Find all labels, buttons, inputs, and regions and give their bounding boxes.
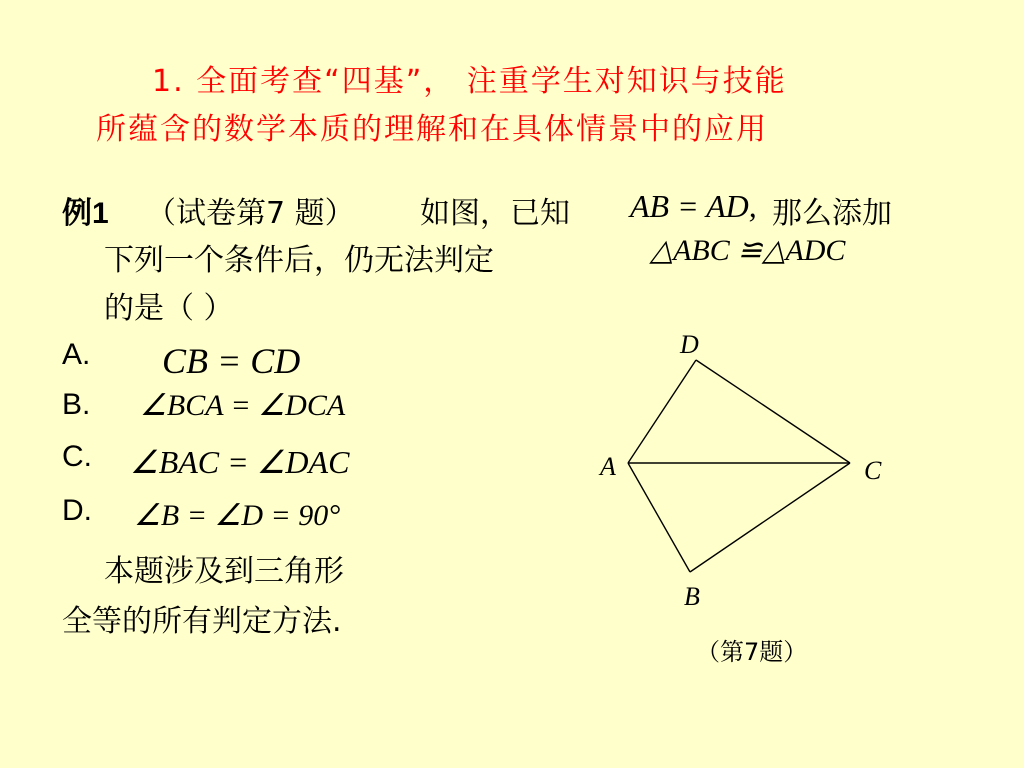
given-condition: AB = AD, bbox=[630, 188, 757, 224]
option-d-expr: ∠B = ∠D = 90° bbox=[134, 499, 341, 532]
quadrilateral-figure bbox=[560, 320, 900, 680]
vertex-label-d: D bbox=[680, 330, 699, 359]
vertex-label-c: C bbox=[864, 456, 882, 485]
segment-dc bbox=[696, 360, 850, 463]
example-label: 例1 bbox=[62, 197, 109, 230]
segment-ad bbox=[628, 360, 696, 463]
example-line-2: 下列一个条件后，仍无法判定 bbox=[104, 243, 494, 278]
note-line-1: 本题涉及到三角形 bbox=[104, 554, 344, 589]
option-d-letter: D. bbox=[62, 494, 92, 527]
option-a-expr: CB = CD bbox=[162, 341, 301, 381]
vertex-label-b: B bbox=[684, 582, 700, 611]
option-a-letter: A. bbox=[62, 338, 91, 371]
heading-line-2: 所蕴含的数学本质的理解和在具体情景中的应用 bbox=[96, 112, 768, 147]
example-after-given: 那么添加 bbox=[772, 196, 892, 231]
heading-line-1: 1. 全面考查“四基”， 注重学生对知识与技能 bbox=[152, 64, 787, 99]
option-c-expr: ∠BAC = ∠DAC bbox=[130, 444, 350, 480]
vertex-label-a: A bbox=[600, 452, 616, 481]
quadrilateral-svg bbox=[560, 320, 900, 680]
example-line-3: 的是（ ） bbox=[104, 291, 234, 326]
note-line-2: 全等的所有判定方法. bbox=[62, 604, 342, 639]
segment-bc bbox=[690, 463, 850, 572]
option-b-expr: ∠BCA = ∠DCA bbox=[140, 389, 346, 422]
option-b-letter: B. bbox=[62, 388, 91, 421]
segment-ab bbox=[628, 463, 690, 572]
figure-caption: （第7题） bbox=[696, 638, 808, 666]
example-source: （试卷第7 题） bbox=[146, 196, 355, 231]
option-c-letter: C. bbox=[62, 440, 92, 473]
example-intro: 如图，已知 bbox=[420, 196, 570, 231]
congruence-statement: △ABC ≌△ADC bbox=[650, 234, 846, 267]
